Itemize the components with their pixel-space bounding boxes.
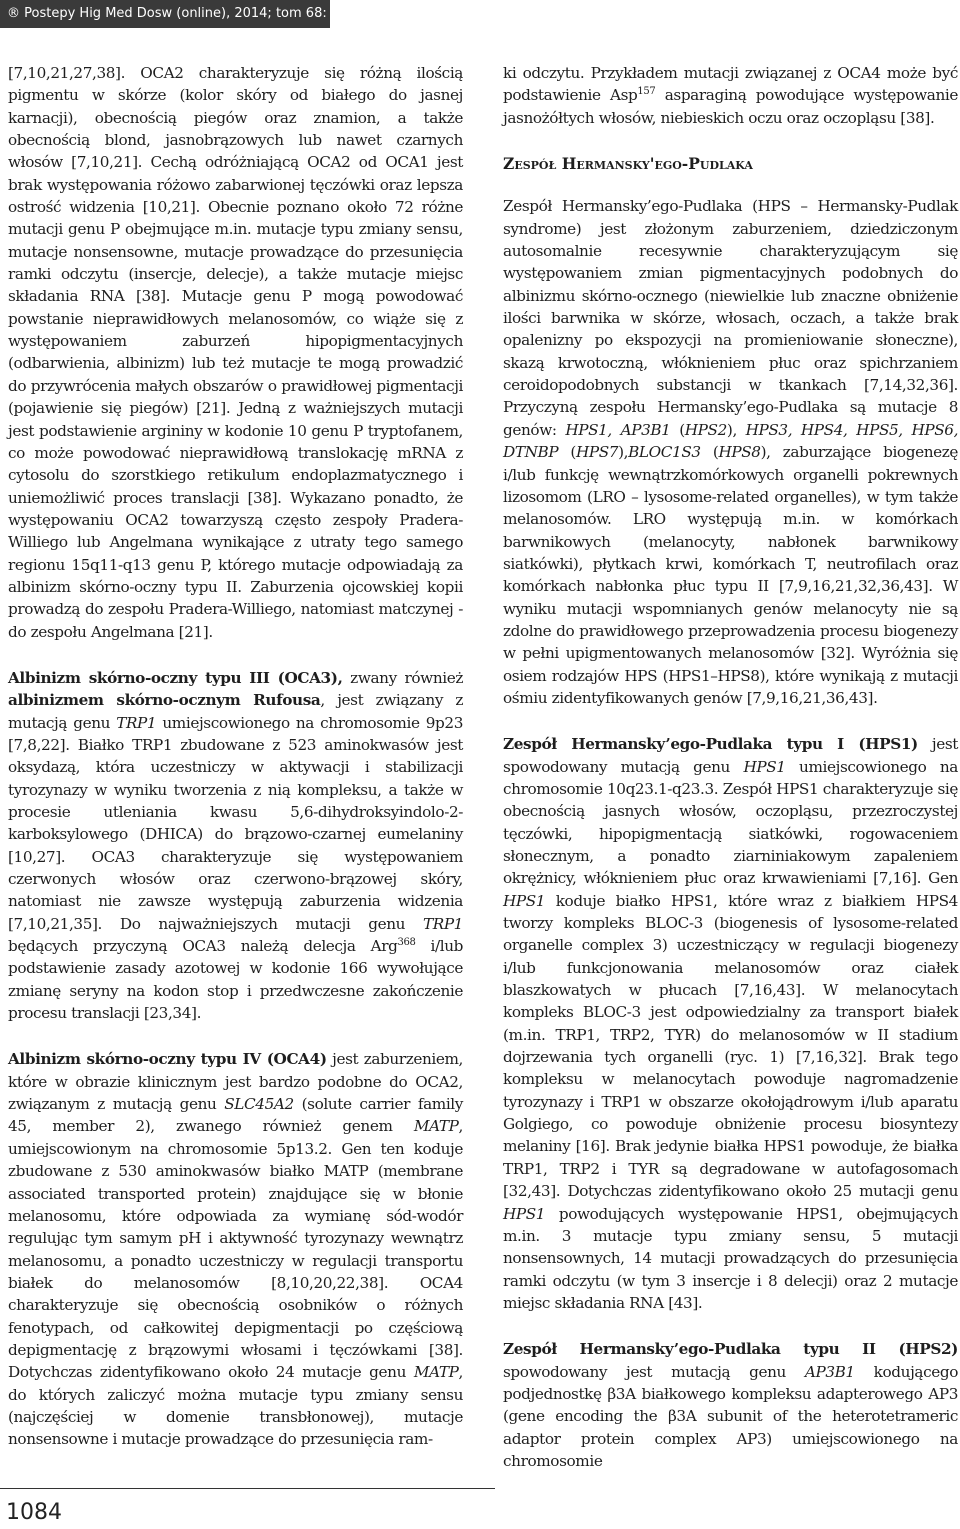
text-run: Zespół Hermansky’ego-Pudlaka (HPS – Hermansky-Pudlak syndrome) jest złożonym zaburzeniem, dziedziczonym autosomalnie recesywnie charakteryzującym się występowaniem zmian pigmentacyjnych podobnych do albinizmu skórno-ocznego (niewielkie lub znaczne obniżenie ilości barwnika w skórze, włosach, oczach, a także brak opalenizny po ekspozycji na promieniowanie słoneczne), skazą krwotoczną, włóknieniem płuc oraz spichrzaniem ceroidopodobnych substancji w tkankach [7,14,32,36]. Przyczyną zespołu Hermansky’ego-Pudlaka są mutacje 8 genów:	[503, 197, 958, 439]
hps2-lead: Zespół Hermansky’ego-Pudlaka typu II (HPS2)	[503, 1340, 958, 1359]
text-run: jest zaburzeniem, które w obrazie klinicznym jest bardzo podobne do OCA2, związanym z mutacją genu	[8, 1050, 463, 1114]
oca3-lead-alt: albinizmem skórno-ocznym Rufousa	[8, 691, 321, 710]
registered-mark-icon: ®	[7, 6, 20, 21]
text-run: (solute carrier family 45, member 2), zwanego również genem	[8, 1095, 464, 1136]
superscript: 157	[637, 86, 656, 98]
text-run: zwany również	[342, 668, 463, 687]
page-number: 1084	[6, 1500, 62, 1525]
text-run: kodującego podjednostkę β3A białkowego kompleksu adapterowego AP3 (gene encoding the β3A subunit of the heterotetrameric adaptor protein complex AP3) umiejscowionego na chromosomie	[503, 1362, 958, 1470]
text-run: , jest związany z mutacją genu	[8, 691, 463, 732]
text-run: (	[670, 420, 685, 439]
gene-name: BLOC1S3	[628, 443, 701, 462]
text-run: , umiejscowionym na chromosomie 5p13.2. Gen ten koduje zbudowane z 530 aminokwasów białko MATP (membrane associated transported protein) znajdujące się w błonie melanosomu, które odpowiada za wymianę sód-wodór regulując tym samym pH i aktywność tyrozynazy wewnątrz melanosomu, a ponadto uczestniczy w regulacji transportu białek do melanosomów [8,10,20,22,38]. OCA4 charakteryzuje się obecnością osobników o różnych fenotypach, od całkowitej depigmentacji po częściową depigmentację z brązowymi włosami i tęczówkami [38]. Dotychczas zidentyfikowano około 24 mutacje genu	[8, 1117, 463, 1382]
gene-name: MATP	[413, 1363, 459, 1382]
superscript: 368	[397, 936, 416, 948]
paragraph-oca4-continued	[503, 62, 958, 129]
text-run: umiejscowionego na chromosomie 9p23 [7,8,22]. Białko TRP1 zbudowane z 523 aminokwasów jest oksydazą, która uczestniczy w aktywacji i stabilizacji tyrozynazy w wyniku tworzenia z nią kompleksu, a także w procesie utleniania kwasu 5,6-dihydroksyindolo-2-karboksylowego (DHICA) do brązowo-czarnej eumelaniny [10,27]. OCA3 charakteryzuje się występowaniem czerwonych włosów oraz czerwono-brązowej skóry, natomiast nie zawsze występują zaburzenia widzenia [7,10,21,35]. Do najważniejszych mutacji genu	[8, 713, 463, 933]
text-run: powodujących występowanie HPS1, obejmujących m.in. 3 mutacje typu zmiany sensu, 5 mutacji nonsensownych, 14 mutacji prowadzących do przesunięcia ramki odczytu (w tym 3 insercje i 8 delecji) oraz 2 mutacje miejsc składania RNA [43].	[503, 1204, 958, 1312]
left-column	[8, 62, 463, 1451]
section-heading: Zespół Hermansky'ego-Pudlaka	[503, 154, 753, 174]
oca3-lead: Albinizm skórno-oczny typu III (OCA3),	[8, 668, 343, 687]
text-run: spowodowany jest mutacją genu	[503, 1362, 805, 1381]
gene-name: AP3B1	[804, 1362, 855, 1381]
gene-name: HPS8	[718, 443, 761, 462]
gene-name: HPS1	[503, 1204, 546, 1223]
paragraph-oca3	[8, 667, 463, 1025]
gene-name: HPS1	[743, 757, 786, 776]
hps1-lead: Zespół Hermansky’ego-Pudlaka typu I (HPS1)	[503, 735, 918, 754]
paragraph-oca2-continued: [7,10,21,27,38]. OCA2 charakteryzuje się różną ilością pigmentu w skórze (kolor skóry od białego do jasnej karnacji), obecnością piegów oraz znamion, a także obecnością blond, jasnobrązowych lub nawet czarnych włosów [7,10,21]. Cechą odróżniającą OCA2 od OCA1 jest brak występowania różowo zabarwionej tęczówki oraz lepsza ostrość widzenia [10,21]. Obecnie poznano około 72 różne mutacji genu P obejmujące m.in. mutacje typu zmiany sensu, mutacje nonsensowne, mutacje prowadzące do przesunięcia ramki odczytu (insercje, delecje), a także mutacje miejsc składania RNA [38]. Mutacje genu P mogą powodować powstanie nieprawidłowych melanosomów, co wiąże się z występowaniem zaburzeń hipopigmentacyjnych (odbarwienia, albinizm) lub też mutacje te mogą prowadzić do przywrócenia małych obszarów o prawidłowej pigmentacji (pojawienie się piegów) [21]. Jedną z ważniejszych mutacji jest podstawienie argininy w kodonie 10 genu P tryptofanem, co może powodować nieprawidłową translokację mRNA z cytosolu do szorstkiego retikulum endoplazmatycznego i uniemożliwić proces translacji [38]. Wykazano ponadto, że występowaniu OCA2 towarzyszą często zespoły Pradera-Williego lub Angelmana wynikające z utraty tego samego regionu 15q11-q13 genu P, którego mutacje odpowiadają za albinizm skórno-oczny typu II. Zaburzenia ojcowskiej kopii prowadzą do zespołu Pradera-Williego, natomiast matczynej - do zespołu Angelmana [21].	[8, 64, 463, 641]
text-run: koduje białko HPS1, które wraz z białkiem HPS4 tworzy kompleks BLOC-3 (biogenesis of lysosome-related organelle complex 3) uczestniczący w regulacji biogenezy i/lub funkcjonowania melanosomów oraz ciałek blaszkowatych w płucach [7,16,43]. W melanocytach kompleks BLOC-3 jest odpowiedzialny za transport białek (m.in. TRP1, TRP2, TYR) do melanosomów w II stadium dojrzewania tych organelli (ryc. 1) [7,16,32]. Brak tego kompleksu w melanocytach powoduje nagromadzenie tyrozynazy i TRP1 w obszarze okołojądrowym i/lub aparatu Golgiego, co powoduje obniżenie procesu biosyntezy melaniny [16]. Brak jedynie białka HPS1 powoduje, że białka TRP1, TRP2 i TYR są degradowane w autofagosomach [32,43]. Dotychczas zidentyfikowano około 25 mutacji genu	[503, 891, 958, 1201]
text-run: ),	[618, 443, 629, 462]
gene-name: SLC45A2	[224, 1095, 294, 1114]
journal-citation: Postepy Hig Med Dosw (online), 2014; tom 68: 1081-1090	[24, 6, 402, 21]
text-run: ),	[726, 420, 746, 439]
paragraph-hps1	[503, 733, 958, 1314]
gene-name: HPS1, AP3B1	[565, 420, 671, 439]
paragraph-hps-intro	[503, 195, 958, 709]
gene-name: MATP	[413, 1117, 459, 1136]
gene-name: TRP1	[422, 914, 463, 933]
gene-name: HPS2	[684, 420, 727, 439]
gene-name: HPS3, HPS4, HPS5, HPS6, DTNBP	[503, 420, 959, 462]
text-run: ki odczytu. Przykładem mutacji związanej z OCA4 może być podstawienie Asp	[503, 64, 958, 105]
text-run: (	[558, 443, 576, 462]
text-run: jest spowodowany mutacją genu	[503, 735, 958, 776]
paragraph-hps2	[503, 1338, 958, 1472]
text-run: (	[700, 443, 719, 462]
text-run: asparaginą powodujące występowanie jasnożółtych włosów, niebieskich oczu oraz oczopląsu [38].	[503, 86, 958, 127]
gene-name: HPS1	[503, 891, 546, 910]
gene-name: HPS7	[575, 443, 619, 462]
paragraph-oca4	[8, 1048, 463, 1450]
text-run: i/lub podstawienie zasady azotowej w kodonie 166 wywołujące zmianę seryny na kodon stop i przedwczesne zakończenie procesu translacji [23,34].	[8, 937, 463, 1023]
right-column	[503, 62, 958, 1472]
text-run: umiejscowionego na chromosomie 10q23.1-q23.3. Zespół HPS1 charakteryzuje się obecnością jasnych włosów, oczopląsu, przezroczystej tęczówki, hipopigmentacją siatkówki, rogowaceniem słonecznym, a ponadto ziarniniakowym zapaleniem okrężnicy, włóknieniem płuc oraz krwawieniami [7,16]. Gen	[503, 757, 958, 888]
footer-rule	[0, 1488, 495, 1489]
oca4-lead: Albinizm skórno-oczny typu IV (OCA4)	[8, 1050, 327, 1069]
gene-name: TRP1	[116, 713, 157, 732]
text-run: , do których zaliczyć można mutacje typu zmiany sensu (najczęściej w domenie transbłonowej), mutacje nonsensowne i mutacje prowadzące do przesunięcia ram-	[8, 1363, 463, 1449]
journal-header	[0, 0, 402, 28]
text-run: ), zaburzające biogenezę i/lub funkcję wewnątrzkomórkowych organelli pokrewnych lizosomom (LRO – lysosome-related organelles), w tym także melanosomów. LRO występują m.in. w komórkach barwnikowych (melanocyty, nabłonek barwnikowy siatkówki), płytkach krwi, komórkach T, neutrofilach oraz komórkach nabłonka płuc typu II [7,9,16,21,32,36,43]. W wyniku mutacji wspomnianych genów melanocyty nie są zdolne do prawidłowego przeprowadzenia procesu biogenezy w pełni upigmentowanych melanosomów [32]. Wyróżnia się osiem rodzajów HPS (HPS1–HPS8), które wynikają z mutacji ośmiu zidentyfikowanych genów [7,9,16,21,36,43].	[503, 443, 959, 707]
text-run: będących przyczyną OCA3 należą delecja Arg	[8, 937, 398, 956]
